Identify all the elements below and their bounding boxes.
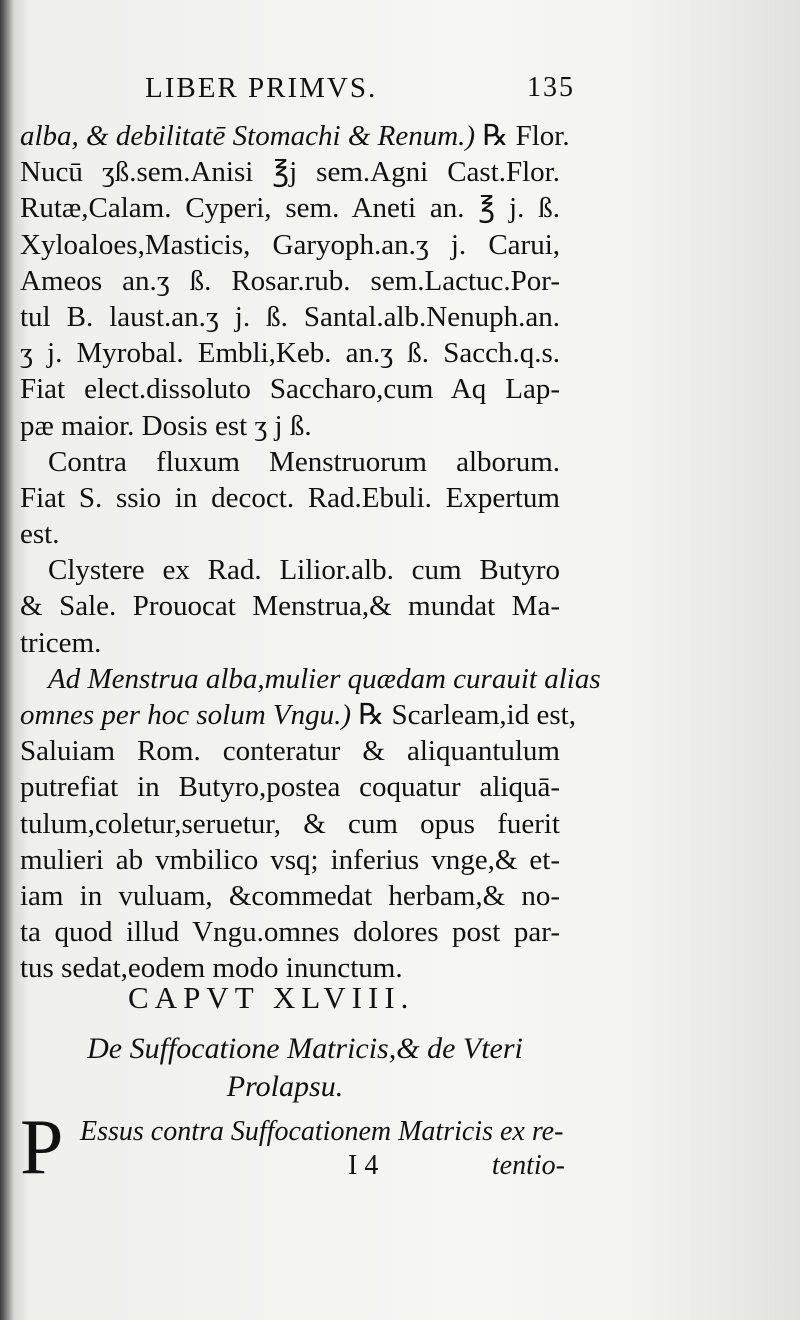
- italic-span: alba, & debilitatē Stomachi & Renum.): [20, 120, 476, 152]
- chapter-title-line-1: De Suffocatione Matricis,& de Vteri: [87, 1032, 523, 1065]
- text-line: ta quod illud Vngu.omnes dolores post par-: [20, 916, 560, 949]
- running-header: [145, 72, 575, 112]
- text-line: Xyloaloes,Masticis, Garyoph.an.ʒ j. Carui,: [20, 228, 560, 261]
- text-line: pæ maior. Dosis est ʒ j ß.: [20, 409, 312, 442]
- text-line: & Sale. Prouocat Menstrua,& mundat Ma-: [20, 590, 560, 623]
- text-line: Fiat S. ssio in decoct. Rad.Ebuli. Expertum: [20, 481, 560, 514]
- text-line: tus sedat,eodem modo inunctum.: [20, 952, 403, 985]
- text-line: [20, 697, 576, 733]
- text-line: est.: [20, 518, 60, 551]
- page-number: 135: [527, 72, 575, 103]
- text-line: ʒ j. Myrobal. Embli,Keb. an.ʒ ß. Sacch.q.s.: [20, 337, 560, 370]
- catchword: tentio-: [491, 1150, 565, 1181]
- chapter-first-line: Essus contra Suffocationem Matricis ex re-: [80, 1116, 564, 1147]
- page-shadow: [630, 0, 800, 1320]
- text-line: Rutæ,Calam. Cyperi, sem. Aneti an. ℥ j. ß.: [20, 192, 560, 225]
- text-line: mulieri ab vmbilico vsq; inferius vnge,& et-: [20, 843, 560, 876]
- text-line: Fiat elect.dissoluto Saccharo,cum Aq Lap-: [20, 373, 560, 406]
- text-line: iam in vuluam, &commedat herbam,& no-: [20, 879, 560, 912]
- text-line: Clystere ex Rad. Lilior.alb. cum Butyro: [48, 554, 560, 587]
- text-line: Saluiam Rom. conteratur & aliquantulum: [20, 735, 560, 768]
- chapter-title-line-2: Prolapsu.: [226, 1070, 344, 1103]
- text-line: Nucū ʒß.sem.Anisi ℥j sem.Agni Cast.Flor.: [20, 156, 560, 189]
- text-line: Ad Menstrua alba,mulier quædam curauit alias: [48, 662, 601, 695]
- text-line: Ameos an.ʒ ß. Rosar.rub. sem.Lactuc.Por-: [20, 264, 560, 297]
- italic-span: omnes per hoc solum Vngu.): [20, 699, 352, 731]
- text-block: [20, 118, 601, 987]
- text-line: Contra fluxum Menstruorum alborum.: [48, 445, 560, 478]
- drop-capital: P: [20, 1103, 64, 1190]
- text-line: tulum,coletur,seruetur, & cum opus fuerit: [20, 807, 560, 840]
- roman-span: ℞ Scarleam,id est,: [351, 699, 576, 731]
- text-line: [20, 118, 570, 154]
- roman-span: ℞ Flor.: [475, 120, 570, 152]
- chapter-heading: CAPVT XLVIII.: [128, 980, 415, 1015]
- text-line: tricem.: [20, 626, 102, 659]
- running-title: LIBER PRIMVS.: [145, 72, 378, 104]
- text-line: tul B. laust.an.ʒ j. ß. Santal.alb.Nenuph.an.: [20, 300, 560, 333]
- signature-mark: I 4: [348, 1150, 379, 1181]
- text-line: putrefiat in Butyro,postea coquatur aliquā-: [20, 771, 560, 804]
